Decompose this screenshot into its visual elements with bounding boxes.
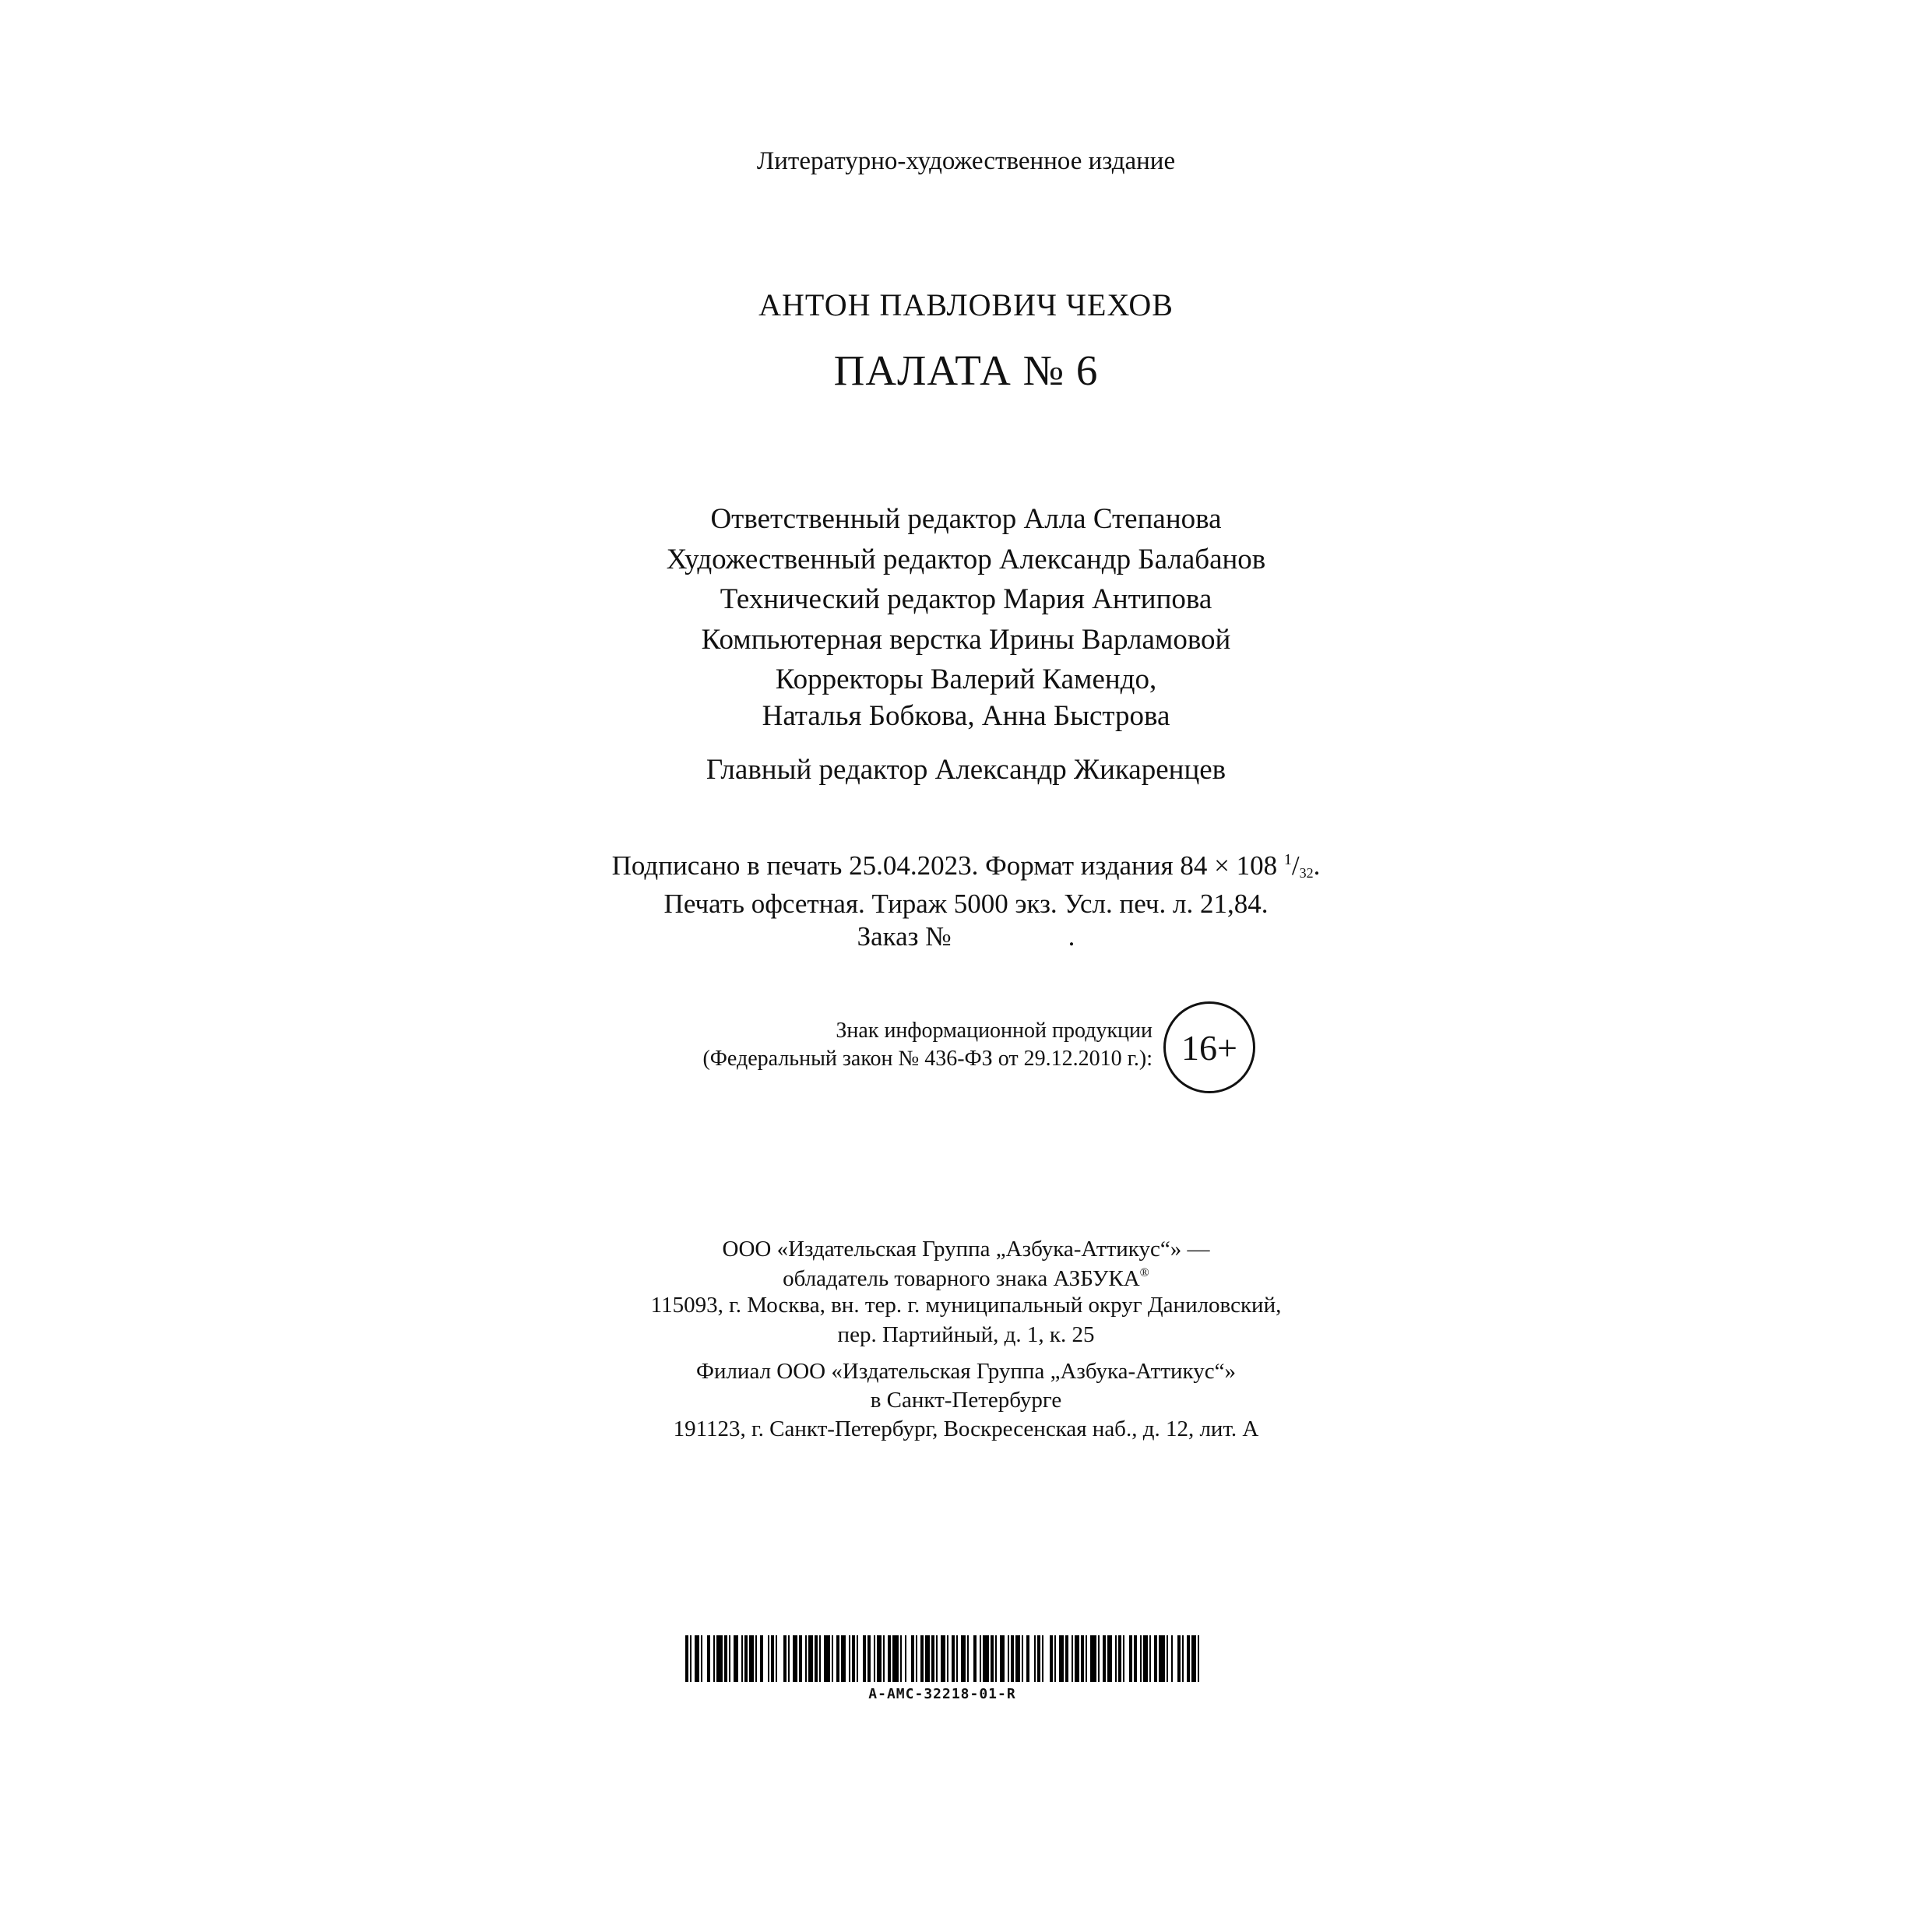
barcode-bar	[995, 1635, 997, 1682]
barcode-bar	[1098, 1635, 1100, 1682]
print-run-line: Печать офсетная. Тираж 5000 экз. Усл. печ. л. 21,84.	[663, 889, 1269, 919]
barcode-bar	[1026, 1635, 1029, 1682]
publisher-address-cont: пер. Партийный, д. 1, к. 25	[837, 1322, 1095, 1347]
publisher-name: ООО «Издательская Группа „Азбука-Аттикус“» —	[722, 1237, 1210, 1262]
print-order-line	[0, 923, 1932, 950]
barcode-bar	[1129, 1635, 1132, 1682]
branch-city: в Санкт-Петербурге	[870, 1388, 1062, 1413]
barcode-bar	[925, 1635, 930, 1682]
barcode-bar	[824, 1635, 830, 1682]
barcode-bar	[788, 1635, 790, 1682]
barcode-bar	[1159, 1635, 1165, 1682]
age-rating-badge: 16+	[1163, 1001, 1255, 1093]
barcode-bar	[1191, 1635, 1196, 1682]
barcode-bar	[1037, 1635, 1040, 1682]
barcode-bar	[1198, 1635, 1199, 1682]
barcode-bar	[849, 1635, 850, 1682]
barcode-bar	[815, 1635, 818, 1682]
book-title: ПАЛАТА № 6	[833, 347, 1099, 394]
barcode-bar	[888, 1635, 891, 1682]
barcode-bar	[755, 1635, 757, 1682]
branch-address: 191123, г. Санкт-Петербург, Воскресенская наб., д. 12, лит. А	[673, 1416, 1259, 1441]
chief-editor: Главный редактор Александр Жикаренцев	[706, 754, 1226, 786]
barcode-bar	[961, 1635, 966, 1682]
credit-art-editor: Художественный редактор Александр Балабанов	[666, 544, 1266, 575]
publisher-trademark	[0, 1267, 1932, 1290]
barcode-bar	[900, 1635, 902, 1682]
age-rating-line2: (Федеральный закон № 436-ФЗ от 29.12.2010 г.):	[702, 1047, 1153, 1071]
barcode-bar	[1075, 1635, 1079, 1682]
barcode-bar	[931, 1635, 934, 1682]
barcode-bar	[983, 1635, 989, 1682]
barcode-bar	[716, 1635, 723, 1682]
barcode-bar	[1171, 1635, 1173, 1682]
barcode-bar	[941, 1635, 945, 1682]
barcode-bar	[1042, 1635, 1043, 1682]
barcode-bar	[1118, 1635, 1121, 1682]
barcode-bar	[1167, 1635, 1168, 1682]
barcode-bar	[980, 1635, 981, 1682]
barcode-bar	[973, 1635, 977, 1682]
barcode-bar	[729, 1635, 730, 1682]
barcode-bar	[1008, 1635, 1009, 1682]
barcode-bar	[874, 1635, 875, 1682]
barcode-bar	[991, 1635, 994, 1682]
barcode-bar	[916, 1635, 917, 1682]
barcode-bar	[749, 1635, 754, 1682]
barcode-bar	[892, 1635, 899, 1682]
barcode-bar	[1154, 1635, 1157, 1682]
credit-responsible-editor: Ответственный редактор Алла Степанова	[710, 503, 1222, 535]
barcode-bar	[1107, 1635, 1112, 1682]
barcode-bar	[1022, 1635, 1023, 1682]
barcode-bar	[1149, 1635, 1151, 1682]
barcode-bar	[1143, 1635, 1148, 1682]
format-numerator: 1	[1283, 851, 1292, 868]
barcode-bar	[863, 1635, 866, 1682]
age-rating-line1: Знак информационной продукции	[836, 1019, 1153, 1043]
credit-proofreaders: Корректоры Валерий Камендо,	[775, 663, 1157, 695]
publisher-trademark-text: обладатель товарного знака АЗБУКА	[783, 1266, 1140, 1291]
barcode-bar	[793, 1635, 797, 1682]
barcode-bar	[1177, 1635, 1181, 1682]
barcode-bar	[707, 1635, 710, 1682]
barcode-bar	[920, 1635, 924, 1682]
barcode-bar	[1086, 1635, 1087, 1682]
edition-type: Литературно-художественное издание	[756, 147, 1176, 175]
barcode-bar	[1072, 1635, 1073, 1682]
print-signed-end: .	[1313, 850, 1321, 881]
barcode-bar	[690, 1635, 692, 1682]
age-rating-text	[702, 1017, 1153, 1073]
format-denominator: 32	[1299, 865, 1314, 881]
credit-technical-editor: Технический редактор Мария Антипова	[720, 583, 1212, 615]
barcode-bar	[701, 1635, 702, 1682]
age-rating-block	[584, 998, 1254, 1100]
registered-mark: ®	[1139, 1266, 1149, 1279]
print-signed-text: Подписано в печать 25.04.2023. Формат издания 84 × 108	[611, 850, 1284, 881]
barcode-bar	[744, 1635, 748, 1682]
barcode	[685, 1635, 1199, 1682]
publisher-address: 115093, г. Москва, вн. тер. г. муниципальный округ Даниловский,	[650, 1293, 1282, 1318]
order-end: .	[1068, 921, 1075, 952]
credit-proofreaders-cont: Наталья Бобкова, Анна Быстрова	[762, 700, 1170, 732]
barcode-bar	[1034, 1635, 1036, 1682]
barcode-bar	[724, 1635, 727, 1682]
barcode-bar	[783, 1635, 787, 1682]
barcode-bar	[852, 1635, 855, 1682]
barcode-bar	[741, 1635, 743, 1682]
barcode-bar	[911, 1635, 914, 1682]
barcode-bar	[819, 1635, 821, 1682]
barcode-bar	[841, 1635, 846, 1682]
barcode-bar	[832, 1635, 833, 1682]
barcode-bar	[1081, 1635, 1084, 1682]
barcode-bar	[760, 1635, 763, 1682]
barcode-bar	[685, 1635, 688, 1682]
barcode-bar	[867, 1635, 871, 1682]
barcode-bar	[805, 1635, 807, 1682]
barcode-bar	[1090, 1635, 1096, 1682]
barcode-bar	[1103, 1635, 1106, 1682]
barcode-bar	[1050, 1635, 1053, 1682]
barcode-bar	[1054, 1635, 1056, 1682]
barcode-label: A-AMC-32218-01-R	[868, 1686, 1016, 1702]
barcode-bar	[1015, 1635, 1020, 1682]
barcode-bar	[1187, 1635, 1190, 1682]
barcode-bar	[883, 1635, 885, 1682]
print-signed-line	[0, 852, 1932, 880]
barcode-bar	[905, 1635, 906, 1682]
order-label: Заказ №	[857, 921, 952, 952]
barcode-bar	[768, 1635, 769, 1682]
barcode-bar	[734, 1635, 738, 1682]
barcode-bar	[936, 1635, 938, 1682]
barcode-bar	[1011, 1635, 1014, 1682]
barcode-bar	[956, 1635, 958, 1682]
barcode-bar	[808, 1635, 813, 1682]
author-name: АНТОН ПАВЛОВИЧ ЧЕХОВ	[758, 287, 1174, 322]
barcode-bar	[1059, 1635, 1064, 1682]
barcode-bar	[952, 1635, 955, 1682]
barcode-bar	[877, 1635, 882, 1682]
barcode-bar	[1065, 1635, 1068, 1682]
barcode-bar	[967, 1635, 969, 1682]
barcode-bar	[1123, 1635, 1124, 1682]
barcode-bar	[799, 1635, 802, 1682]
format-slash: /	[1291, 850, 1300, 881]
barcode-bar	[947, 1635, 948, 1682]
barcode-bar	[1134, 1635, 1137, 1682]
barcode-bar	[771, 1635, 774, 1682]
credit-layout: Компьютерная верстка Ирины Варламовой	[701, 624, 1231, 656]
barcode-bar	[1115, 1635, 1117, 1682]
barcode-bar	[776, 1635, 777, 1682]
barcode-bar	[695, 1635, 699, 1682]
branch-name: Филиал ООО «Издательская Группа „Азбука-Аттикус“»	[696, 1359, 1236, 1384]
barcode-bar	[1140, 1635, 1142, 1682]
barcode-bar	[713, 1635, 715, 1682]
barcode-bar	[1182, 1635, 1184, 1682]
barcode-bar	[1000, 1635, 1005, 1682]
barcode-bar	[857, 1635, 858, 1682]
barcode-bar	[836, 1635, 839, 1682]
